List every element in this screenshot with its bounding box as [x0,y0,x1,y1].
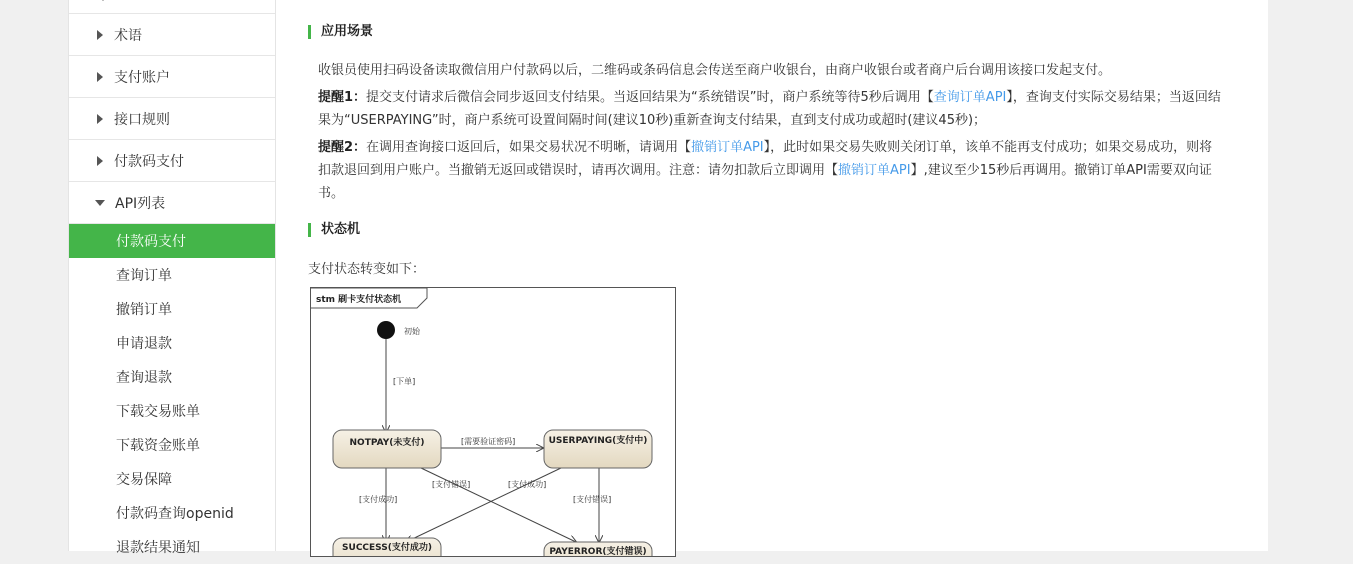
tip2-paragraph [318,136,1223,205]
state-notpay [333,430,441,468]
tip1-label: 提醒1： [318,90,367,105]
sidebar-item-label: API列表 [115,195,166,212]
sidebar-item-label: 付款码支付 [114,153,184,170]
sidebar-subitem-label: 下载交易账单 [116,404,200,420]
state-userpaying-label: USERPAYING(支付中) [548,436,648,446]
edge-order-label: [下单] [393,377,416,386]
sidebar-item-micropay[interactable] [69,140,275,182]
state-machine-svg [311,288,676,557]
sidebar-item-label: 支付账户 [114,69,170,86]
caret-right-icon [97,72,103,82]
sidebar-subitem-label: 查询退款 [116,370,172,386]
sidebar-subitem-refund-query[interactable] [69,360,275,394]
edge-pay-success-right-label: [支付成功] [508,480,547,489]
sidebar-top-item-stub [69,0,275,14]
sidebar-subitem-download-bill[interactable] [69,394,275,428]
diagram-caption: 支付状态转变如下： [308,262,426,277]
sidebar-subitem-order-query[interactable] [69,258,275,292]
state-notpay-label: NOTPAY(未支付) [349,438,425,448]
sidebar-subitem-micropay[interactable] [69,224,275,258]
caret-down-icon [95,200,105,206]
state-success-label: SUCCESS(支付成功) [342,543,432,553]
sidebar-subitem-reverse[interactable] [69,292,275,326]
sidebar-subitem-label: 撤销订单 [116,302,172,318]
sidebar-subitem-download-fund-flow[interactable] [69,428,275,462]
sidebar-subitem-report[interactable] [69,462,275,496]
sidebar-subitem-label: 交易保障 [116,472,172,488]
tip2-text-c: 】,建议至少15秒后再调用。撤销订单API需要双向证书。 [318,163,1212,201]
order-query-api-link[interactable]: 查询订单API [933,90,1007,105]
sidebar-subitem-label: 下载资金账单 [116,438,200,454]
tip2-label: 提醒2： [318,140,367,155]
sidebar-subitem-label: 退款结果通知 [116,540,200,556]
sidebar-item-api-rules[interactable] [69,98,275,140]
sidebar-item-payment-account[interactable] [69,56,275,98]
sidebar-subitem-label: 查询订单 [116,268,172,284]
tip2-text-b: 】，此时如果交易失败则关闭订单，该单不能再支付成功；如果交易成功，则将扣款退回到用户账户。当撤销无返回或错误时，请再次调用。注意：请勿扣款后立即调用【 [318,140,1213,178]
frame-label: stm 刷卡支付状态机 [316,295,402,305]
edge-need-password-label: [需要验证密码] [461,437,516,446]
sidebar-item-api-list[interactable] [69,182,275,224]
tip2-text-a: 在调用查询接口返回后，如果交易状况不明晰，请调用【 [366,140,692,155]
sidebar-subitem-label: 付款码查询openid [116,506,234,522]
sidebar-subitem-refund[interactable] [69,326,275,360]
sidebar-subitem-authcode-openid[interactable] [69,496,275,530]
sidebar-subitem-refund-notify[interactable] [69,530,275,564]
section-title-scenario: 应用场景 [308,25,373,39]
edge-pay-error-left-label: [支付错误] [432,480,471,489]
sidebar-nav [68,0,276,556]
tip1-paragraph [318,86,1223,132]
reverse-api-link[interactable]: 撤销订单API [691,140,764,155]
state-payerror-label: PAYERROR(支付错误) [549,547,647,557]
chevron-down-icon [99,0,107,1]
state-machine-diagram [310,287,676,557]
intro-paragraph: 收银员使用扫码设备读取微信用户付款码以后，二维码或条码信息会传送至商户收银台，由商户收银台或者商户后台调用该接口发起支付。 [318,63,1112,78]
sidebar-item-label: 接口规则 [114,111,170,128]
initial-node [377,321,395,339]
start-label: 初始 [404,327,420,336]
caret-right-icon [97,30,103,40]
reverse-api-link-2[interactable]: 撤销订单API [838,163,911,178]
sidebar-item-label: 术语 [114,27,142,44]
sidebar-subitem-label: 申请退款 [116,336,172,352]
sidebar-item-terms[interactable] [69,14,275,56]
tip1-text-a: 提交支付请求后微信会同步返回支付结果。当返回结果为“系统错误”时，商户系统等待5秒后调用【 [366,90,934,105]
edge-pay-success-left-label: [支付成功] [359,495,398,504]
tip1-text-b: 】，查询支付实际交易结果；当返回结果为“USERPAYING”时，商户系统可设置间隔时间(建议10秒)重新查询支付结果，直到支付成功或超时(建议45秒)； [318,90,1221,128]
caret-right-icon [97,156,103,166]
sidebar-subitem-label: 付款码支付 [116,234,186,250]
edge-pay-error-right-label: [支付错误] [573,495,612,504]
section-title-state-machine: 状态机 [308,223,360,237]
caret-right-icon [97,114,103,124]
